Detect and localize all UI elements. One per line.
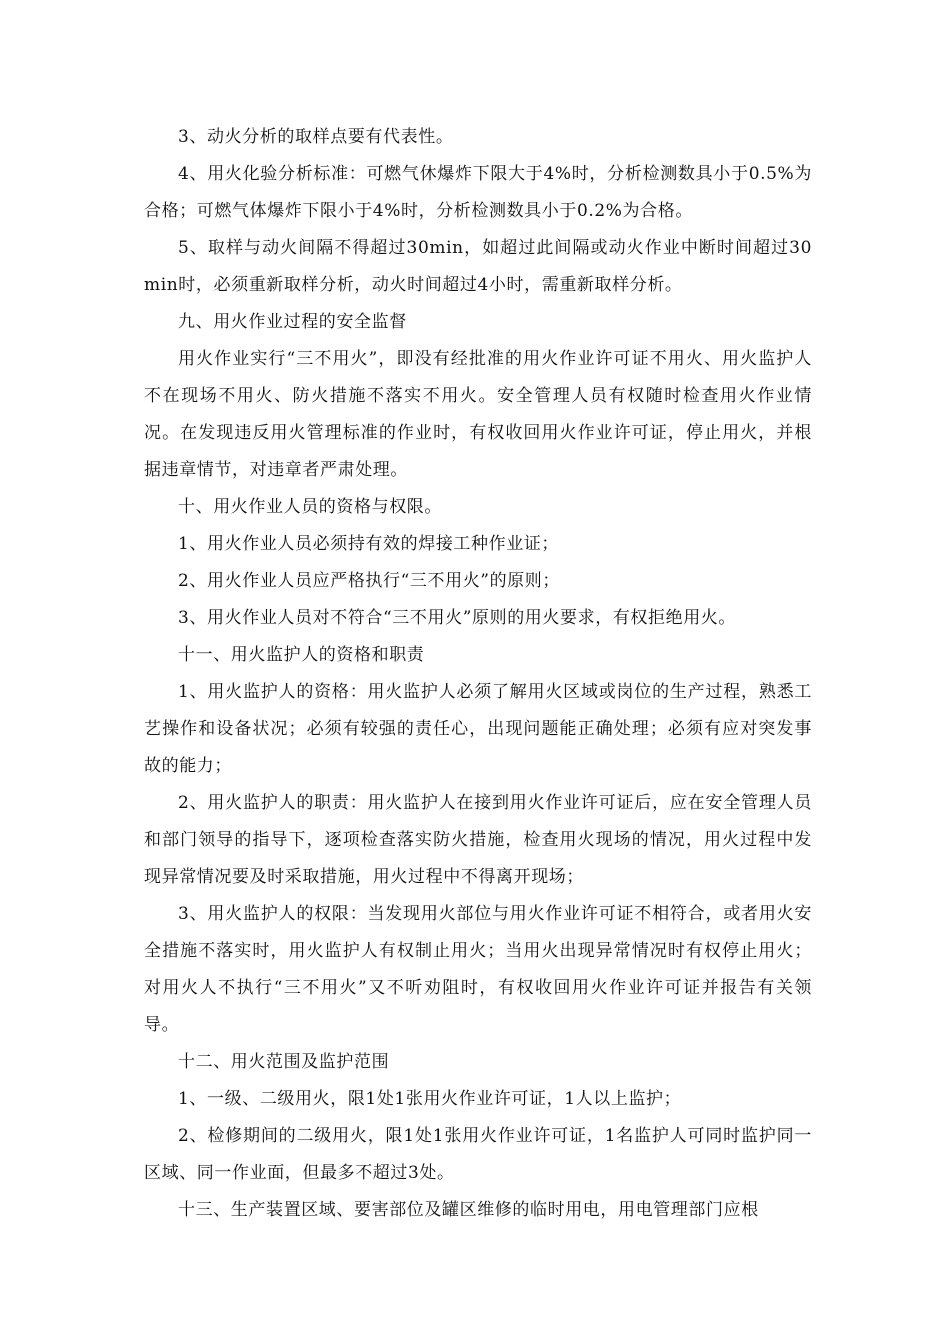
paragraph-operator-principle: 2、用火作业人员应严格执行“三不用火”的原则；: [178, 571, 560, 591]
document-body: [144, 119, 812, 1229]
paragraph-operator-certificate: 1、用火作业人员必须持有效的焊接工种作业证；: [178, 534, 560, 554]
section-heading-12: 十二、用火范围及监护范围: [178, 1052, 390, 1072]
paragraph-guardian-duties: 2、用火监护人的职责：用火监护人在接到用火作业许可证后，应在安全管理人员和部门领导的指导下，逐项检查落实防火措施，检查用火现场的情况，用火过程中发现异常情况要及时采取措施，用火过程中不得离开现场；: [144, 793, 812, 887]
paragraph-guardian-authority: 3、用火监护人的权限：当发现用火部位与用火作业许可证不相符合，或者用火安全措施不落实时，用火监护人有权制止用火；当用火出现异常情况时有权停止用火；对用火人不执行“三不用火”又不听劝阻时，有权收回用火作业许可证并报告有关领导。: [144, 904, 812, 1035]
paragraph-scope-level-1-2: 1、一级、二级用火，限1处1张用火作业许可证，1人以上监护；: [178, 1089, 682, 1109]
paragraph-guardian-qualification: 1、用火监护人的资格：用火监护人必须了解用火区域或岗位的生产过程，熟悉工艺操作和设备状况；必须有较强的责任心，出现问题能正确处理；必须有应对突发事故的能力；: [144, 682, 812, 776]
section-heading-10: 十、用火作业人员的资格与权限。: [178, 497, 442, 517]
paragraph-sampling-interval: 5、取样与动火间隔不得超过30min，如超过此间隔或动火作业中断时间超过30min时，必须重新取样分析，动火时间超过4小时，需重新取样分析。: [144, 238, 812, 295]
paragraph-scope-maintenance: 2、检修期间的二级用火，限1处1张用火作业许可证，1名监护人可同时监护同一区域、同一作业面，但最多不超过3处。: [144, 1126, 812, 1183]
paragraph-operator-refusal: 3、用火作业人员对不符合“三不用火”原则的用火要求，有权拒绝用火。: [178, 608, 736, 628]
paragraph-sampling-point: 3、动火分析的取样点要有代表性。: [178, 127, 454, 147]
section-heading-13: 十三、生产装置区域、要害部位及罐区维修的临时用电，用电管理部门应根: [178, 1200, 759, 1220]
paragraph-analysis-standard: 4、用火化验分析标准：可燃气休爆炸下限大于4%时，分析检测数具小于0.5%为合格；可燃气体爆炸下限小于4%时，分析检测数具小于0.2%为合格。: [144, 164, 812, 221]
paragraph-three-no-fire: 用火作业实行“三不用火”，即没有经批准的用火作业许可证不用火、用火监护人不在现场不用火、防火措施不落实不用火。安全管理人员有权随时检查用火作业情况。在发现违反用火管理标准的作业时，有权收回用火作业许可证，停止用火，并根据违章情节，对违章者严肃处理。: [144, 349, 812, 480]
section-heading-11: 十一、用火监护人的资格和职责: [178, 645, 425, 665]
section-heading-9: 九、用火作业过程的安全监督: [178, 312, 407, 332]
